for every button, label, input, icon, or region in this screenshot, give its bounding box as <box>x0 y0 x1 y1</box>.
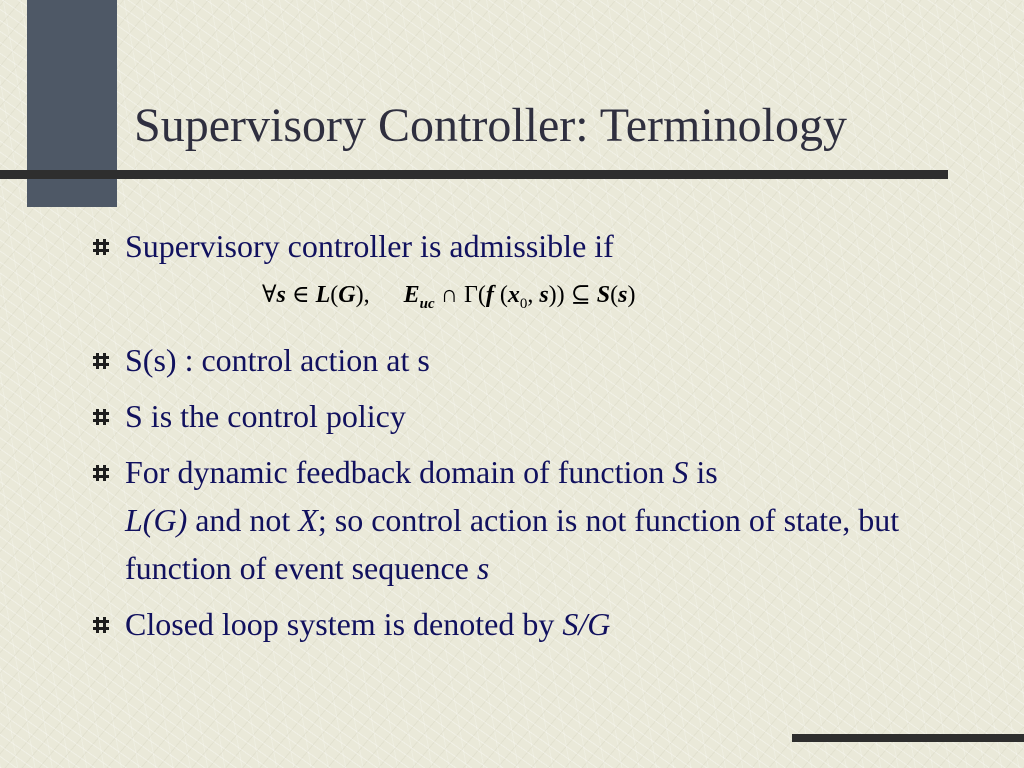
bullet-closed-loop <box>90 600 970 648</box>
bullet-list <box>90 222 970 648</box>
bullet-text: S is the control policy <box>125 398 406 434</box>
bullet-text: S(s) : control action at s <box>125 342 430 378</box>
bullet-text: For dynamic feedback domain of function S is L(G) and not X; so control action is not function of state, but function of event sequence s <box>125 454 900 586</box>
bullet-text: Supervisory controller is admissible if <box>125 228 614 264</box>
bottom-rule <box>792 734 1024 742</box>
square-bullet-icon <box>93 465 109 481</box>
admissibility-formula: ∀s ∈ L(G), $E_{uc}$ ∩ Γ(f ($x_0$, s)) ⊆ S(s) <box>262 282 636 312</box>
bullet-control-policy <box>90 392 970 440</box>
square-bullet-icon <box>93 617 109 633</box>
bullet-dynamic-feedback <box>90 448 970 592</box>
square-bullet-icon <box>93 239 109 255</box>
bullet-control-action <box>90 336 970 384</box>
square-bullet-icon <box>93 409 109 425</box>
square-bullet-icon <box>93 353 109 369</box>
bullet-text: Closed loop system is denoted by S/G <box>125 606 611 642</box>
bullet-admissible <box>90 222 970 270</box>
slide-title: Supervisory Controller: Terminology <box>134 99 848 152</box>
title-rule <box>0 170 948 179</box>
